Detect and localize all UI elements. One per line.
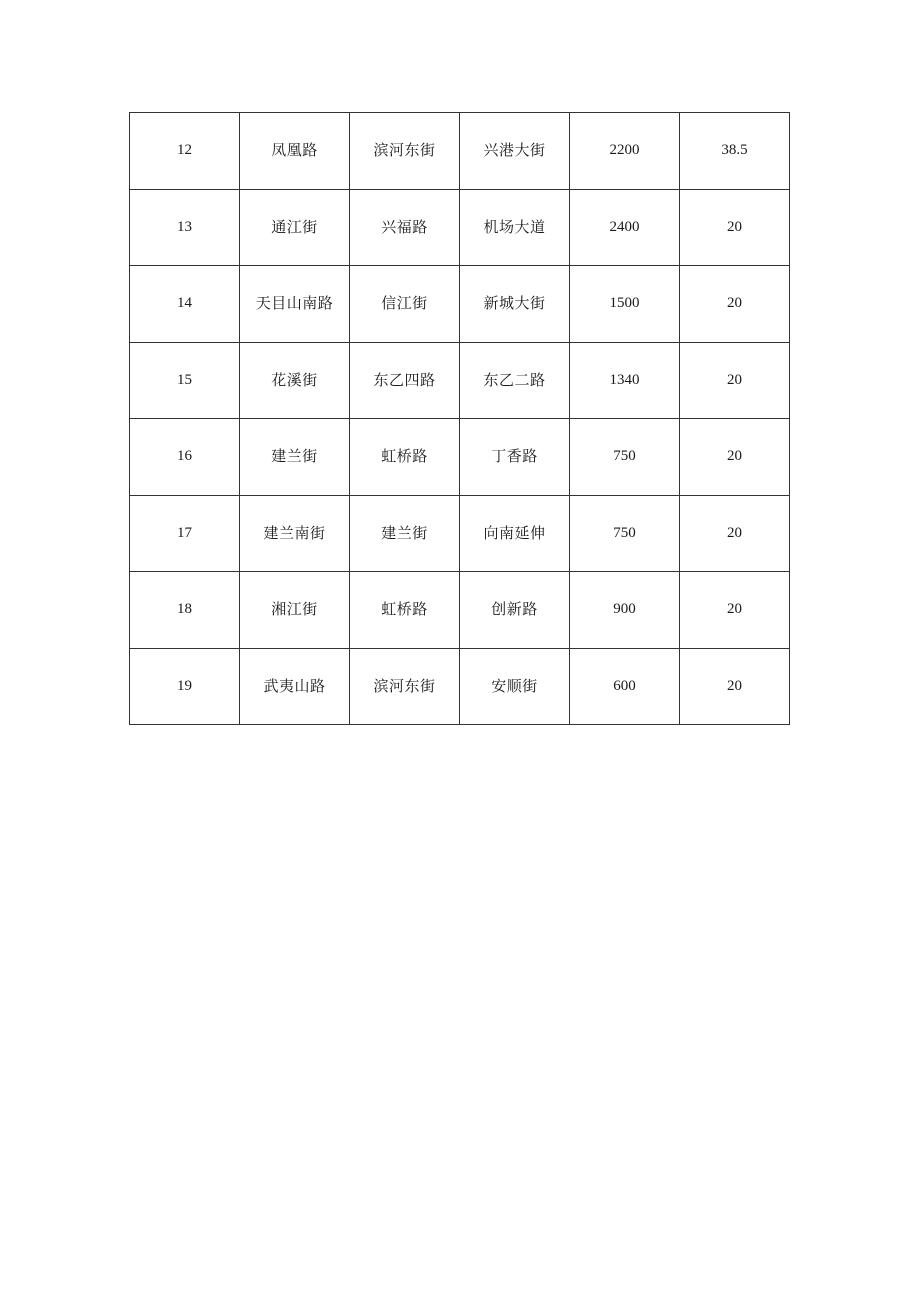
length-cell: 2400 (570, 189, 680, 266)
table-body (130, 113, 790, 725)
row-number-cell: 19 (130, 648, 240, 725)
width-cell: 20 (680, 495, 790, 572)
width-cell: 20 (680, 572, 790, 649)
table-row (130, 495, 790, 572)
width-cell: 20 (680, 266, 790, 343)
road-name-cell: 凤凰路 (240, 113, 350, 190)
road-name-cell: 湘江街 (240, 572, 350, 649)
row-number-cell: 18 (130, 572, 240, 649)
length-cell: 900 (570, 572, 680, 649)
road-name-cell: 建兰南街 (240, 495, 350, 572)
width-cell: 20 (680, 342, 790, 419)
road-name-cell: 天目山南路 (240, 266, 350, 343)
width-cell: 20 (680, 648, 790, 725)
table-row (130, 648, 790, 725)
start-point-cell: 建兰街 (350, 495, 460, 572)
table-row (130, 113, 790, 190)
length-cell: 2200 (570, 113, 680, 190)
end-point-cell: 新城大街 (460, 266, 570, 343)
row-number-cell: 15 (130, 342, 240, 419)
start-point-cell: 虹桥路 (350, 419, 460, 496)
road-name-cell: 建兰街 (240, 419, 350, 496)
end-point-cell: 创新路 (460, 572, 570, 649)
row-number-cell: 13 (130, 189, 240, 266)
width-cell: 38.5 (680, 113, 790, 190)
start-point-cell: 虹桥路 (350, 572, 460, 649)
start-point-cell: 滨河东街 (350, 113, 460, 190)
row-number-cell: 17 (130, 495, 240, 572)
end-point-cell: 东乙二路 (460, 342, 570, 419)
start-point-cell: 兴福路 (350, 189, 460, 266)
length-cell: 750 (570, 495, 680, 572)
start-point-cell: 滨河东街 (350, 648, 460, 725)
end-point-cell: 丁香路 (460, 419, 570, 496)
end-point-cell: 兴港大街 (460, 113, 570, 190)
road-name-cell: 武夷山路 (240, 648, 350, 725)
row-number-cell: 12 (130, 113, 240, 190)
width-cell: 20 (680, 189, 790, 266)
table-row (130, 342, 790, 419)
end-point-cell: 向南延伸 (460, 495, 570, 572)
table-row (130, 572, 790, 649)
length-cell: 1500 (570, 266, 680, 343)
length-cell: 1340 (570, 342, 680, 419)
table-row (130, 266, 790, 343)
end-point-cell: 安顺街 (460, 648, 570, 725)
row-number-cell: 16 (130, 419, 240, 496)
road-name-cell: 花溪街 (240, 342, 350, 419)
table-row (130, 419, 790, 496)
road-name-cell: 通江街 (240, 189, 350, 266)
end-point-cell: 机场大道 (460, 189, 570, 266)
start-point-cell: 东乙四路 (350, 342, 460, 419)
table-row (130, 189, 790, 266)
width-cell: 20 (680, 419, 790, 496)
length-cell: 750 (570, 419, 680, 496)
road-table (129, 112, 790, 725)
start-point-cell: 信江街 (350, 266, 460, 343)
length-cell: 600 (570, 648, 680, 725)
row-number-cell: 14 (130, 266, 240, 343)
